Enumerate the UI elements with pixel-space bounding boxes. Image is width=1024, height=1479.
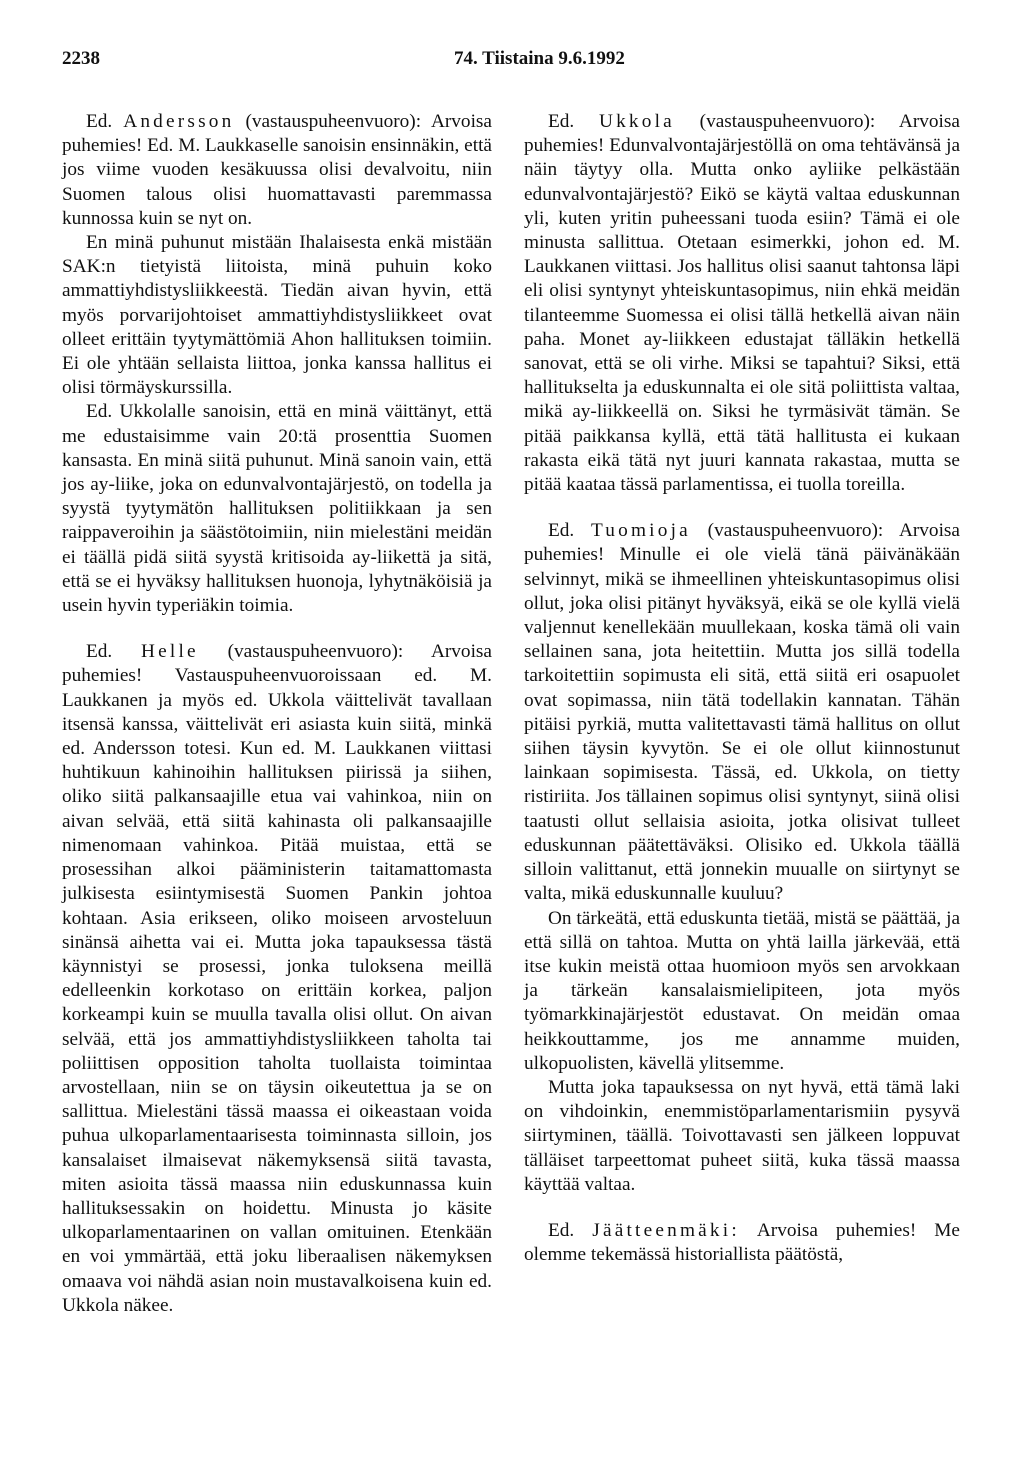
speaker-name: Jäätteenmäki: [592, 1219, 740, 1241]
speech-helle [62, 640, 492, 1318]
speaker-name: Andersson [123, 111, 235, 132]
paragraph: On tärkeätä, että eduskunta tietää, mistä se päättää, ja että sillä on tahtoa. Mutta on yhtä lailla järkevää, että itse kukin meistä ottaa huomioon myös sen arvokkaan ja tärkeän kansalaismielipiteen, jota myös työmarkkinajärjestöt edustavat. On meidän omaa heikkouttamme, jos me annamme muiden, ulkopuolisten, kävellä ylitsemme. [524, 907, 960, 1074]
speech-prefix: Ed. [548, 111, 575, 132]
right-column [524, 110, 960, 1267]
speech-prefix: Ed. [86, 111, 113, 132]
speaker-name: Helle [141, 641, 199, 663]
speech-text: (vastauspuheenvuoro): Arvoisa puhemies! Edunvalvontajärjestöllä on oma tehtävänsä ja näin täytyy olla. Mutta onko ayliike pelkästään edunvalvontajärjestö? Eikö se käytä valtaa eduskunnan yli, kuten yritin puheessani tuoda esiin? Tämä ei ole minusta sallittua. Otetaan esimerkki, johon ed. M. Laukkanen viittasi. Jos hallitus olisi saanut tahtonsa läpi eli olisi syntynyt yhteiskuntasopimus, niin ehkä meidän tilanteemme Suomessa ei olisi tällä hetkellä aivan näin paha. Monet ay-liikkeen edustajat tälläkin hetkellä sanovat, että se oli virhe. Miksi se tapahtui? Siksi, että hallitukselta ja eduskunnalta ei ole sitä poliittista valtaa, mikä ay-liikkeellä on. Siksi he tyrmäsivät tämän. Se pitää paikkansa kyllä, että tätä hallitusta ei kukaan rakasta eikä tätä nyt juuri kannata rakastaa, mutta se pitää kaataa tässä parlamentissa, ei tuolla toreilla. [524, 111, 960, 496]
page-header [62, 48, 962, 74]
session-date-title: 74. Tiistaina 9.6.1992 [454, 48, 625, 69]
speech-ukkola [524, 110, 960, 497]
paragraph: En minä puhunut mistään Ihalaisesta enkä mistään SAK:n tietyistä liitoista, minä puhuin koko ammattiyhdistysliikkeestä. Tiedän aivan hyvin, että myös porvarijohtoiset ammattiyhdistysliikkeet ovat olleet erittäin tyytymättömiä Ahon hallituksen toimiin. Ei ole yhtään sellaista liittoa, jonka kanssa hallitus ei olisi törmäyskurssilla. [62, 232, 492, 399]
speech-jaatteenmaki [524, 1219, 960, 1267]
speech-prefix: Ed. [548, 520, 575, 542]
speech-tuomioja [524, 519, 960, 906]
left-column [62, 110, 492, 1318]
paragraph: Mutta joka tapauksessa on nyt hyvä, että tämä laki on vihdoinkin, enemmistöparlamentarismiin pysyvä siirtyminen, täällä. Toivottavasti sen jälkeen loppuvat tälläiset tarpeettomat puheet siitä, kuka tässä maassa käyttää valtaa. [524, 1076, 960, 1195]
speech-prefix: Ed. [548, 1219, 575, 1241]
speech-andersson [62, 110, 492, 231]
speaker-name: Tuomioja [591, 520, 691, 542]
speech-text: (vastauspuheenvuoro): Arvoisa puhemies! Vastauspuheenvuoroissaan ed. M. Laukkanen ja myös ed. Ukkola väittelivät tavallaan itsensä kanssa, väittelivät eri asiasta kuin siitä, minkä ed. Andersson totesi. Kun ed. M. Laukkanen viittasi huhtikuun kahinoihin hallituksen piirissä ja siihen, oliko siitä palkansaajille etua vai vahinkoa, niin on aivan selvää, että siitä kahinasta oli palkansaajille nimenomaan vahinkoa. Pitää muistaa, että se prosessihan alkoi pääministerin taitamattomasta julkisesta esiintymisestä Suomen Pankin johtoa kohtaan. Asia erikseen, oliko moiseen arvosteluun sinänsä aihetta vai ei. Mutta joka tapauksessa tästä käynnistyi se prosessi, jonka tuloksena meillä edelleenkin korkotaso on erittäin korkea, paljon korkeampi kuin se muulla tavalla olisi ollut. On aivan selvää, että jos ammattiyhdistysliikkeen taholta tai poliittisen opposition taholta tuollaista toimintaa arvostellaan, niin se on täysin oikeutettua ja se on sallittua. Mielestäni tässä maassa ei oikeastaan voida puhua ulkoparlamentaarisesta toiminnasta silloin, jos kansalaiset ilmaisevat näkemyksensä siitä tavasta, miten asioita tässä maassa niin eduskunnassa kuin hallituksessakin on hoidettu. Minusta jo käsite ulkoparlamentaarinen on vallan omituinen. Etenkään en voi ymmärtää, että joku liberaalisen näkemyksen omaava voi nähdä asian noin mustavalkoisena kuin ed. Ukkola näkee. [62, 641, 492, 1316]
speaker-name: Ukkola [598, 111, 675, 132]
speech-prefix: Ed. [86, 641, 113, 663]
speech-text: (vastauspuheenvuoro): Arvoisa puhemies! Ed. M. Laukkaselle sanoisin ensinnäkin, että jos viime vuoden kesäkuussa olisi devalvoitu, niin Suomen talous olisi huomattavasti paremmassa kunnossa kuin se nyt on. [62, 111, 492, 229]
page-number: 2238 [62, 48, 100, 69]
speech-text: (vastauspuheenvuoro): Arvoisa puhemies! Minulle ei ole vielä tänä päivänäkään selvinnyt, mikä se ihmeellinen yhteiskuntasopimus olisi ollut, joka olisi pitänyt hyväksyä, eikä se ole kyllä vielä valjennut kenellekään muullekaan, koska tämä oli vain sellainen sana, jota heitettiin. Mutta jos sillä todella tarkoitettiin sopimusta eli sitä, että siitä eri osapuolet ovat sopimassa, niin tätä todellakin kannatan. Tähän pitäisi pyrkiä, mutta valitettavasti tämä hallitus on ollut siihen täysin kyvytön. Se ei ole ollut kiinnostunut lainkaan sopimisesta. Tässä, ed. Ukkola, on tietty ristiriita. Jos tällainen sopimus olisi syntynyt, siinä olisi taatusti ollut sellaisia asioita, jotka olisivat tulleet eduskunnan päätettäväksi. Olisiko ed. Ukkola täällä silloin valittanut, että jonnekin muualle on siirtynyt se valta, mikä eduskunnalle kuuluu? [524, 520, 960, 905]
speech-text: Arvoisa puhemies! Me olemme tekemässä historiallista päätöstä, [524, 1219, 960, 1266]
paragraph: Ed. Ukkolalle sanoisin, että en minä väittänyt, että me edustaisimme vain 20:tä prosenttia Suomen kansasta. En minä siitä puhunut. Minä sanoin vain, että jos ay-liike, joka on edunvalvontajärjestö, on todella ja syystä tyytymätön hallituksen politiikkaan ja sen raippaveroihin ja säästötoimiin, niin mielestäni meidän ei täällä pidä siitä syystä kritisoida ay-liikettä ja sitä, että se ei hyväksy hallituksen huonoja, lyhytnäköisiä ja usein hyvin typeriäkin toimia. [62, 401, 492, 617]
